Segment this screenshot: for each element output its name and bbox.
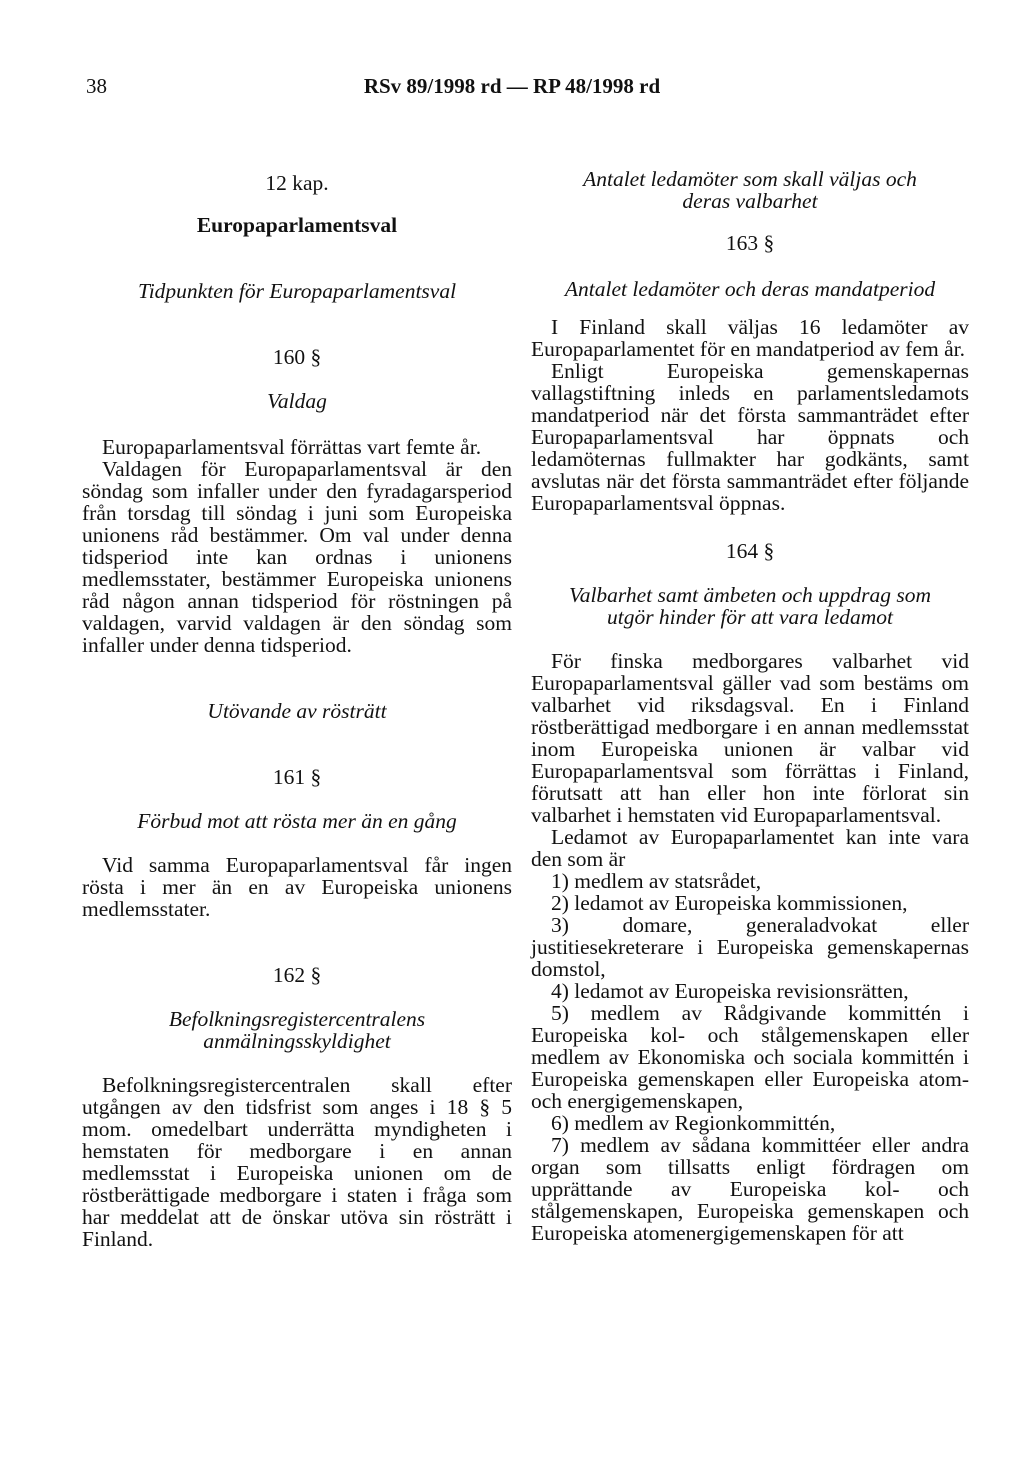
section-163: 163 § — [725, 231, 775, 255]
subheading-utovande: Utövande av rösträtt — [207, 699, 387, 723]
section-160: 160 § — [272, 345, 322, 369]
list-item: 5) medlem av Rådgivande kommittén i Europeiska kol- och stålgemenskapen eller medlem av Ekonomiska och sociala kommittén i Europeiska gemenskapen eller Europeiska atom- och energigemenskapen, — [531, 1001, 969, 1113]
list-item: 4) ledamot av Europeiska revisionsrätten, — [551, 979, 909, 1003]
left-column — [82, 168, 512, 1250]
paragraph-162: Befolkningsregistercentralen skall efter utgången av den tidsfrist som anges i 18 § 5 mom. omedelbart underrätta myndigheten i hemstaten för medborgare i en annan medlemsstat i Europeiska unionen om de röstberättigade medborgare i staten i fråga som har meddelat att de önskar utöva sin rösträtt i Finland. — [82, 1073, 512, 1251]
section-164: 164 § — [725, 539, 775, 563]
section-160-title: Valdag — [267, 389, 327, 413]
running-head: RSv 89/1998 rd — RP 48/1998 rd — [363, 74, 661, 98]
section-161: 161 § — [272, 765, 322, 789]
subheading-tidpunkten: Tidpunkten för Europaparlamentsval — [137, 279, 457, 303]
section-162-title: Befolkningsregistercentralens anmälningsskyldighet — [168, 1007, 426, 1053]
page-header — [0, 74, 1024, 108]
paragraph-161: Vid samma Europaparlamentsval får ingen rösta i mer än en av Europeiska unionens medlemsstater. — [82, 853, 512, 921]
paragraph-164-1: För finska medborgares valbarhet vid Europaparlamentsval gäller vad som bestäms om valbarhet vid riksdagsval. En i Finland röstberättigad medborgare i en annan medlemsstat inom Europeiska unionen är valbar vid Europaparlamentsval som förrättas i Finland, förutsatt att han eller hon inte förlorat sin valbarhet i hemstaten vid Europaparlamentsval. — [531, 649, 969, 827]
section-164-title: Valbarhet samt ämbeten och uppdrag som utgör hinder för att vara ledamot — [568, 583, 932, 629]
subheading-antalet: Antalet ledamöter som skall väljas och deras valbarhet — [583, 167, 917, 213]
list-item: 7) medlem av sådana kommittéer eller andra organ som tillsatts enligt fördragen om upprättande av Europeiska kol- och stålgemenskapen, Europeiska gemenskapen och Europeiska atomenergigemenskapen för att — [531, 1133, 969, 1245]
list-item: 1) medlem av statsrådet, — [551, 869, 762, 893]
page-number: 38 — [86, 74, 107, 98]
paragraph-164-2: Ledamot av Europaparlamentet kan inte vara den som är — [531, 825, 969, 871]
paragraph-163-1: I Finland skall väljas 16 ledamöter av Europaparlamentet för en mandatperiod av fem år. — [531, 315, 969, 361]
paragraph-160-2: Valdagen för Europaparlamentsval är den söndag som infaller under den fyradagarsperiod från torsdag till söndag i juni som Europeiska unionens råd bestämmer. Om val under denna tidsperiod inte kan ordnas i unionens medlemsstater, bestämmer Europeiska unionens råd någon annan tidsperiod för röstningen på valdagen, varvid valdagen är den söndag som infaller under denna tidsperiod. — [82, 457, 512, 657]
list-item: 6) medlem av Regionkommittén, — [551, 1111, 836, 1135]
chapter-title: Europaparlamentsval — [196, 213, 398, 237]
paragraph-160-1: Europaparlamentsval förrättas vart femte år. — [102, 435, 482, 459]
section-163-title: Antalet ledamöter och deras mandatperiod — [564, 277, 936, 301]
list-item: 2) ledamot av Europeiska kommissionen, — [551, 891, 908, 915]
section-161-title: Förbud mot att rösta mer än en gång — [137, 809, 457, 833]
chapter-number: 12 kap. — [265, 171, 329, 195]
paragraph-163-2: Enligt Europeiska gemenskapernas vallagstiftning inleds en parlamentsledamots mandatperiod när det första sammanträdet efter Europaparlamentsval har öppnats och ledamöternas fullmakter har godkänts, samt avslutas när det första sammanträdet efter följande Europaparlamentsval öppnas. — [531, 359, 969, 515]
section-162: 162 § — [272, 963, 322, 987]
list-item: 3) domare, generaladvokat eller justitiesekreterare i Europeiska gemenskapernas domstol, — [531, 913, 969, 981]
right-column — [531, 168, 969, 1244]
